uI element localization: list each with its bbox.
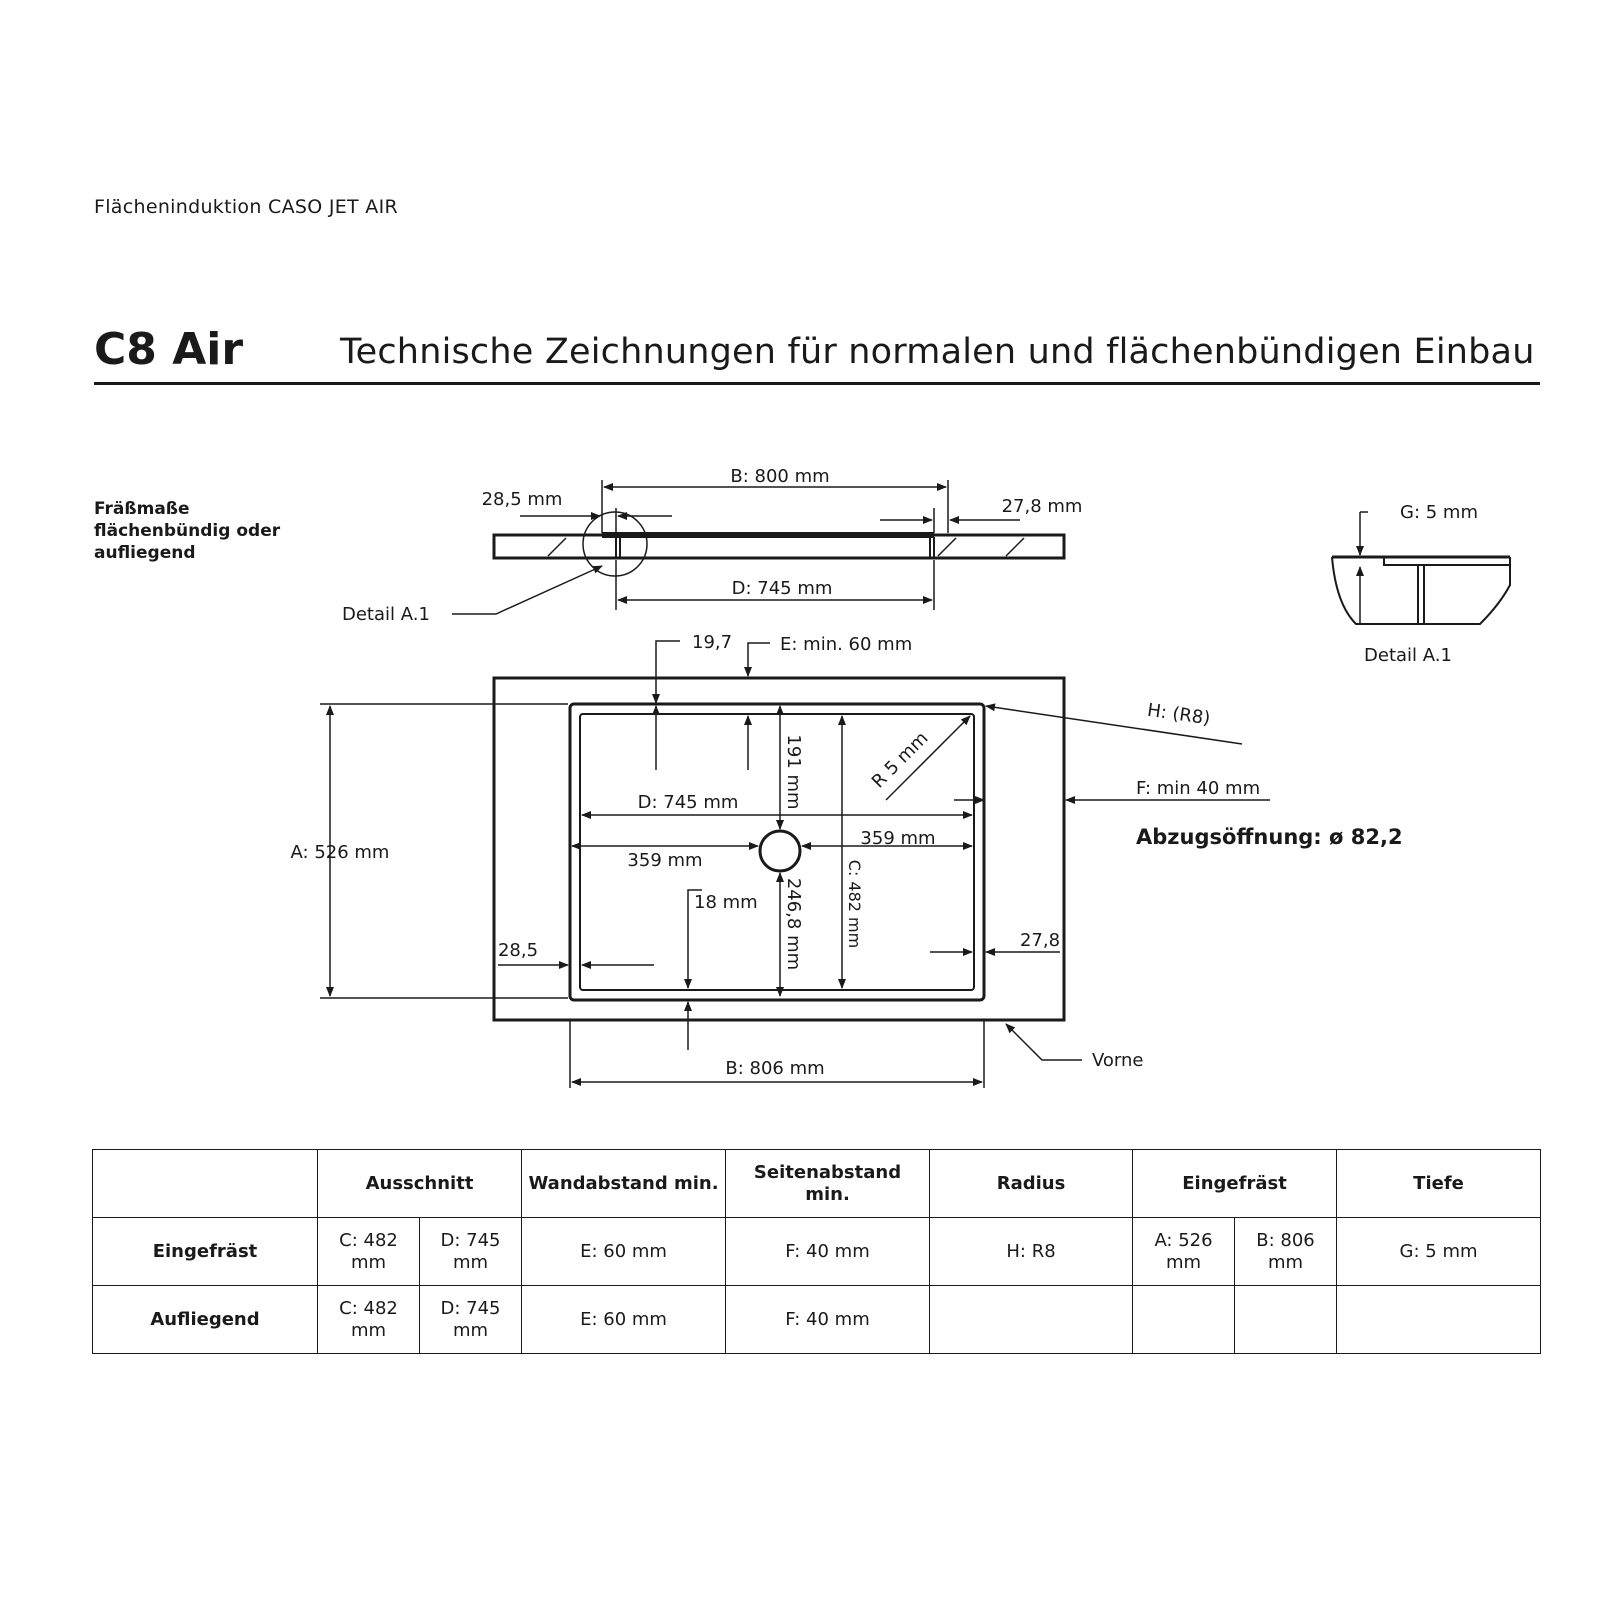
header-tiefe: Tiefe (1337, 1150, 1541, 1218)
label-h-radius: H: (R8) (1145, 699, 1212, 730)
label-vorne: Vorne (1092, 1050, 1144, 1071)
cell-d: D: 745 mm (420, 1286, 522, 1354)
cell-e: E: 60 mm (522, 1218, 726, 1286)
header-eingefraest: Eingefräst (1133, 1150, 1337, 1218)
cell-h (930, 1286, 1133, 1354)
header-ausschnitt: Ausschnitt (318, 1150, 522, 1218)
label-drain: Abzugsöffnung: ø 82,2 (1136, 825, 1403, 849)
label-detail-caption: Detail A.1 (1364, 645, 1452, 666)
label-r5: R 5 mm (867, 727, 933, 793)
product-line: Flächeninduktion CASO JET AIR (94, 196, 399, 218)
label-b-806: B: 806 mm (725, 1058, 825, 1079)
cell-a: A: 526 mm (1133, 1218, 1235, 1286)
cell-b (1235, 1286, 1337, 1354)
cell-g: G: 5 mm (1337, 1218, 1541, 1286)
label-19-7: 19,7 (692, 632, 733, 653)
header-seitenabstand: Seitenabstand min. (726, 1150, 930, 1218)
header-blank (93, 1150, 318, 1218)
cell-c: C: 482 mm (318, 1286, 420, 1354)
header-wandabstand: Wandabstand min. (522, 1150, 726, 1218)
cell-f: F: 40 mm (726, 1286, 930, 1354)
cell-b: B: 806 mm (1235, 1218, 1337, 1286)
label-d-745-inner: D: 745 mm (637, 792, 739, 813)
label-27-8-top: 27,8 (1019, 930, 1061, 951)
table-row (93, 1218, 1541, 1286)
label-a-526: A: 526 mm (290, 842, 390, 863)
table-header-row (93, 1150, 1541, 1218)
label-e-min: E: min. 60 mm (780, 634, 913, 655)
cell-h: H: R8 (930, 1218, 1133, 1286)
header-radius: Radius (930, 1150, 1133, 1218)
label-246-8: 246,8 mm (783, 877, 804, 971)
cell-f: F: 40 mm (726, 1218, 930, 1286)
top-view (320, 641, 1270, 1088)
label-359-left: 359 mm (627, 850, 703, 871)
label-359-right: 359 mm (860, 828, 936, 849)
label-d-745-side: D: 745 mm (731, 578, 833, 599)
milling-note: Fräßmaße flächenbündig oder aufliegend (94, 499, 281, 563)
cell-d: D: 745 mm (420, 1218, 522, 1286)
label-27-8-side: 27,8 mm (1001, 496, 1083, 517)
label-191: 191 mm (783, 734, 804, 810)
table-row (93, 1286, 1541, 1354)
cell-a (1133, 1286, 1235, 1354)
side-view-worktop (494, 535, 1064, 558)
model-name: C8 Air (94, 324, 244, 375)
label-28-5-top: 28,5 (497, 940, 539, 961)
cell-e: E: 60 mm (522, 1286, 726, 1354)
label-28-5-side: 28,5 mm (481, 489, 563, 510)
cell-c: C: 482 mm (318, 1218, 420, 1286)
drain-opening (760, 831, 800, 871)
page-title: Technische Zeichnungen für normalen und flächenbündigen Einbau (340, 332, 1535, 372)
label-detail-ref: Detail A.1 (342, 604, 430, 625)
label-f-min: F: min 40 mm (1136, 778, 1261, 799)
label-b-800: B: 800 mm (730, 466, 830, 487)
label-g-5: G: 5 mm (1400, 502, 1478, 523)
label-18: 18 mm (694, 892, 758, 913)
row-label: Aufliegend (93, 1286, 318, 1354)
label-c-482: C: 482 mm (845, 859, 864, 949)
row-label: Eingefräst (93, 1218, 318, 1286)
detail-view (1332, 512, 1510, 624)
spec-table (92, 1149, 1541, 1354)
cell-g (1337, 1286, 1541, 1354)
